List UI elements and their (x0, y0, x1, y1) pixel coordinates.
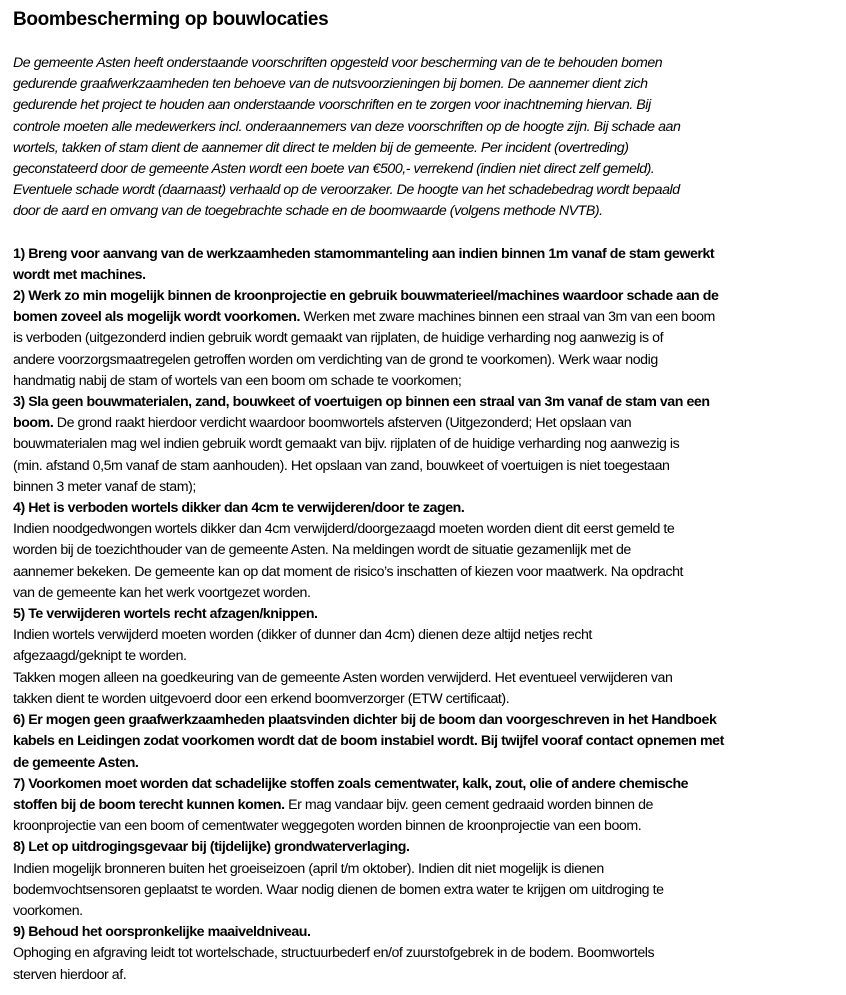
rule-item (13, 244, 846, 286)
rule-body-text: De grond raakt hierdoor verdicht waardoor boomwortels afsterven (Uitgezonderd; Het opslaan van (53, 415, 632, 432)
rule-heading-text: bomen zoveel als mogelijk wordt voorkomen. (13, 309, 300, 326)
rule-heading-text: 6) Er mogen geen graafwerkzaamheden plaatsvinden dichter bij de boom dan voorgeschreven in het Handboek (13, 712, 717, 729)
rules-list (13, 244, 846, 986)
rule-body-text: sterven hierdoor af. (13, 966, 127, 983)
rule-line (13, 753, 846, 774)
rule-line (13, 477, 846, 498)
rule-line (13, 604, 846, 625)
rule-line (13, 540, 846, 561)
rule-line (13, 689, 846, 710)
rule-line (13, 413, 846, 434)
rule-heading-text: de gemeente Asten. (13, 754, 139, 771)
rule-body-text: takken dient te worden uitgevoerd door een erkend boomverzorger (ETW certificaat). (13, 690, 510, 707)
rule-item (13, 774, 846, 838)
rule-heading-text: boom. (13, 415, 54, 432)
rule-line (13, 307, 846, 328)
rule-line (13, 795, 846, 816)
rule-line (13, 456, 846, 477)
rule-item (13, 604, 846, 710)
intro-line: wortels, takken of stam dient de aannemer dit direct te melden bij de gemeente. Per incident (overtreding) (13, 139, 629, 156)
intro-line: door de aard en omvang van de toegebrachte schade en de boomwaarde (volgens methode NVTB). (13, 203, 603, 220)
rule-line (13, 371, 846, 392)
rule-line (13, 837, 846, 858)
rule-line (13, 668, 846, 689)
intro-line: De gemeente Asten heeft onderstaande voorschriften opgesteld voor bescherming van de te behouden bomen (13, 55, 663, 71)
rule-line (13, 965, 846, 986)
rule-line (13, 519, 846, 540)
rule-line (13, 625, 846, 646)
rule-body-text: Werken met zware machines binnen een straal van 3m van een boom (300, 309, 715, 326)
rule-line (13, 392, 846, 413)
rule-heading-text: 3) Sla geen bouwmaterialen, zand, bouwkeet of voertuigen op binnen een straal van 3m vanaf de stam van een (13, 394, 710, 411)
rule-item (13, 498, 846, 604)
rule-line (13, 244, 846, 265)
rule-line (13, 498, 846, 519)
rule-heading-text: 8) Let op uitdrogingsgevaar bij (tijdelijke) grondwaterverlaging. (13, 839, 410, 856)
intro-line: gedurende graafwerkzaamheden ten behoeve van de nutsvoorzieningen bij bomen. De aannemer dient zich (13, 76, 648, 93)
rule-heading-text: 9) Behoud het oorspronkelijke maaiveldniveau. (13, 924, 311, 941)
rule-body-text: worden bij de toezichthouder van de gemeente Asten. Na meldingen wordt de situatie gezamenlijk met de (13, 542, 631, 559)
rule-body-text: Indien noodgedwongen wortels dikker dan 4cm verwijderd/doorgezaagd moeten worden dient dit eerst gemeld te (13, 521, 675, 538)
rule-heading-text: 1) Breng voor aanvang van de werkzaamheden stamommanteling aan indien binnen 1m vanaf de stam gewerkt (13, 245, 715, 262)
rule-heading-text: wordt met machines. (13, 266, 146, 283)
rule-heading-text: 4) Het is verboden wortels dikker dan 4cm te verwijderen/door te zagen. (13, 500, 465, 517)
rule-heading-text: stoffen bij de boom terecht kunnen komen. (13, 796, 285, 813)
intro-line: Eventuele schade wordt (daarnaast) verhaald op de veroorzaker. De hoogte van het schadebedrag wordt bepaald (13, 182, 680, 199)
rule-body-text: afgezaagd/geknipt te worden. (13, 648, 187, 665)
rule-item (13, 392, 846, 498)
rule-line (13, 816, 846, 837)
rule-line (13, 922, 846, 943)
rule-body-text: voorkomen. (13, 902, 83, 919)
rule-item (13, 837, 846, 922)
rule-line (13, 434, 846, 455)
document-title: Boombescherming op bouwlocaties (13, 9, 329, 30)
rule-body-text: (min. afstand 0,5m vanaf de stam aanhouden). Het opslaan van zand, bouwkeet of voertuigen is niet toegestaan (13, 457, 670, 474)
rule-body-text: van de gemeente kan het werk voortgezet worden. (13, 584, 311, 601)
rule-line (13, 901, 846, 922)
rule-body-text: handmatig nabij de stam of wortels van een boom om schade te voorkomen; (13, 372, 462, 389)
rule-line (13, 731, 846, 752)
intro-paragraph (13, 53, 846, 223)
rule-heading-text: kabels en Leidingen zodat voorkomen wordt dat de boom instabiel wordt. Bij twijfel vooraf contact opnemen met (13, 733, 724, 750)
rule-body-text: kroonprojectie van een boom of cementwater weggegoten worden binnen de kroonprojectie van een boom. (13, 818, 642, 835)
rule-body-text: andere voorzorgsmaatregelen getroffen worden om verdichting van de grond te voorkomen). Werk waar nodig (13, 351, 658, 368)
rule-heading-text: 7) Voorkomen moet worden dat schadelijke stoffen zoals cementwater, kalk, zout, olie of andere chemische (13, 775, 689, 792)
rule-body-text: binnen 3 meter vanaf de stam); (13, 478, 196, 495)
rule-body-text: Er mag vandaar bijv. geen cement gedraaid worden binnen de (284, 796, 653, 813)
rule-line (13, 265, 846, 286)
rule-line (13, 286, 846, 307)
rule-heading-text: 5) Te verwijderen wortels recht afzagen/knippen. (13, 606, 318, 623)
rule-body-text: Indien mogelijk bronneren buiten het groeiseizoen (april t/m oktober). Indien dit niet mogelijk is dienen (13, 860, 604, 877)
rule-line (13, 350, 846, 371)
intro-line: controle moeten alle medewerkers incl. onderaannemers van deze voorschriften op de hoogte zijn. Bij schade aan (13, 118, 681, 135)
rule-item (13, 922, 846, 986)
rule-body-text: is verboden (uitgezonderd indien gebruik wordt gemaakt van rijplaten, de huidige verharding nog aanwezig is of (13, 330, 664, 347)
rule-line (13, 562, 846, 583)
rule-line (13, 774, 846, 795)
rule-body-text: aannemer bekeken. De gemeente kan op dat moment de risico’s inschatten of kiezen voor maatwerk. Na opdracht (13, 563, 684, 580)
rule-item (13, 286, 846, 392)
rule-body-text: Takken mogen alleen na goedkeuring van de gemeente Asten worden verwijderd. Het eventueel verwijderen van (13, 669, 673, 686)
rule-body-text: bodemvochtsensoren geplaatst te worden. Waar nodig dienen de bomen extra water te krijgen om uitdroging te (13, 881, 664, 898)
rule-line (13, 880, 846, 901)
rule-line (13, 328, 846, 349)
rule-body-text: bouwmaterialen mag wel indien gebruik wordt gemaakt van bijv. rijplaten of de huidige verharding nog aanwezig is (13, 436, 680, 453)
rule-line (13, 583, 846, 604)
rule-item (13, 710, 846, 774)
intro-line: gedurende het project te houden aan onderstaande voorschriften en te zorgen voor inachtneming hiervan. Bij (13, 97, 651, 114)
rule-line (13, 710, 846, 731)
intro-line: geconstateerd door de gemeente Asten wordt een boete van €500,- verrekend (indien niet direct zelf gemeld). (13, 161, 655, 178)
rule-body-text: Indien wortels verwijderd moeten worden (dikker of dunner dan 4cm) dienen deze altijd netjes recht (13, 627, 592, 644)
rule-line (13, 646, 846, 667)
rule-line (13, 943, 846, 964)
rule-line (13, 859, 846, 880)
rule-body-text: Ophoging en afgraving leidt tot wortelschade, structuurbederf en/of zuurstofgebrek in de bodem. Boomwortels (13, 945, 655, 962)
rule-heading-text: 2) Werk zo min mogelijk binnen de kroonprojectie en gebruik bouwmaterieel/machines waardoor schade aan de (13, 288, 719, 305)
